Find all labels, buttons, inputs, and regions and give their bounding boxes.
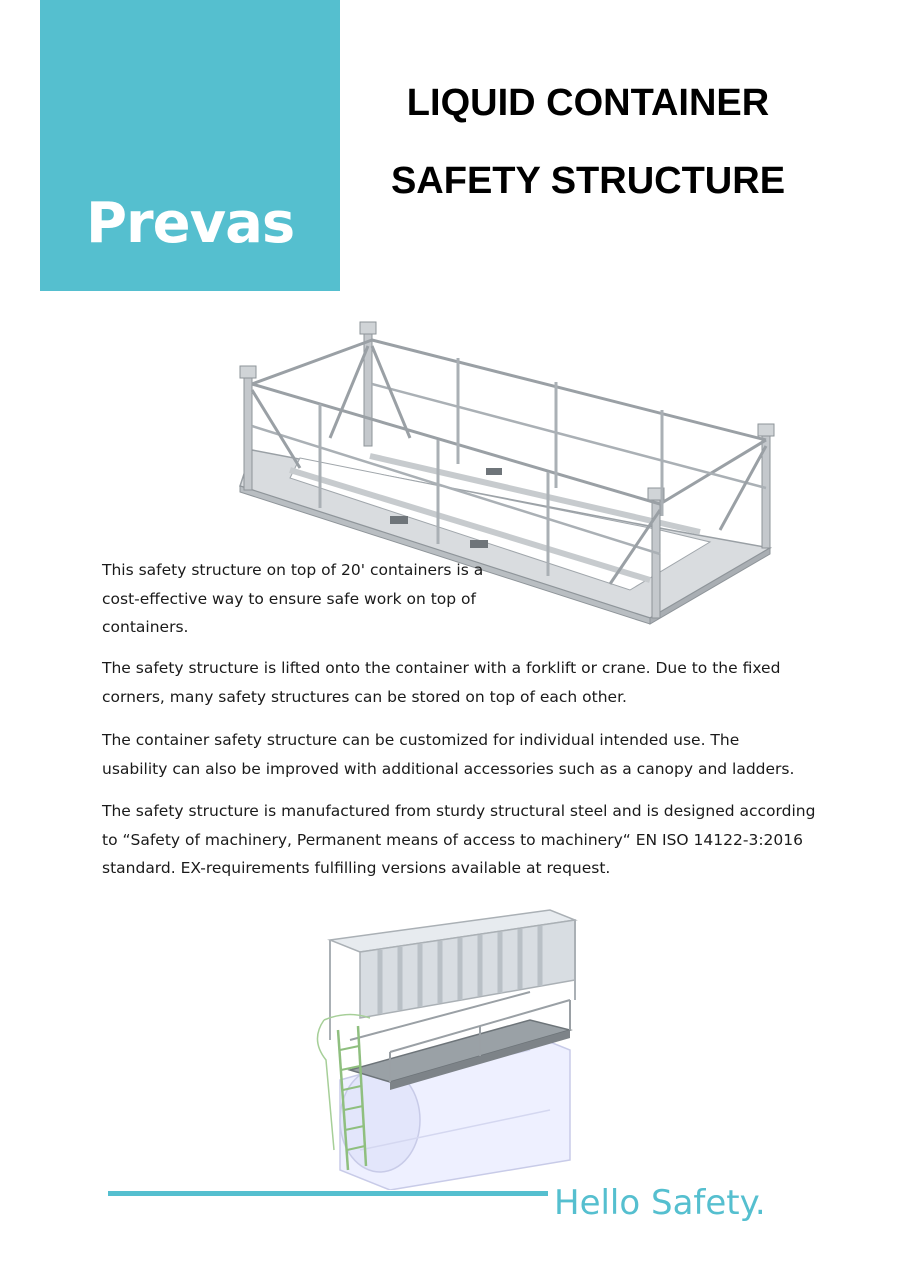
paragraph-lifting: The safety structure is lifted onto the container with a forklift or crane. Due to the fixed corners, many safety structures can be stored on top of each other. [102,659,781,706]
paragraph-standards: The safety structure is manufactured from sturdy structural steel and is designed according to “Safety of machinery, Permanent means of access to machinery“ EN ISO 14122-3:2016 standard. EX-requirements fulfilling versions available at request. [102,802,816,877]
paragraph-intro: This safety structure on top of 20' containers is a cost-effective way to ensure safe work on top of containers. [102,561,484,636]
paragraph-customization: The container safety structure can be customized for individual intended use. The usability can also be improved with additional accessories such as a canopy and ladders. [102,731,795,778]
logo-block [40,0,340,291]
page-title-line-1: LIQUID CONTAINER [406,82,770,124]
page-title-line-2: SAFETY STRUCTURE [390,160,786,202]
footer-slogan: Hello Safety. [554,1183,766,1223]
brand-logo: Prevas [86,191,295,256]
tank-with-canopy-illustration [300,900,590,1190]
footer-divider [108,1191,548,1196]
